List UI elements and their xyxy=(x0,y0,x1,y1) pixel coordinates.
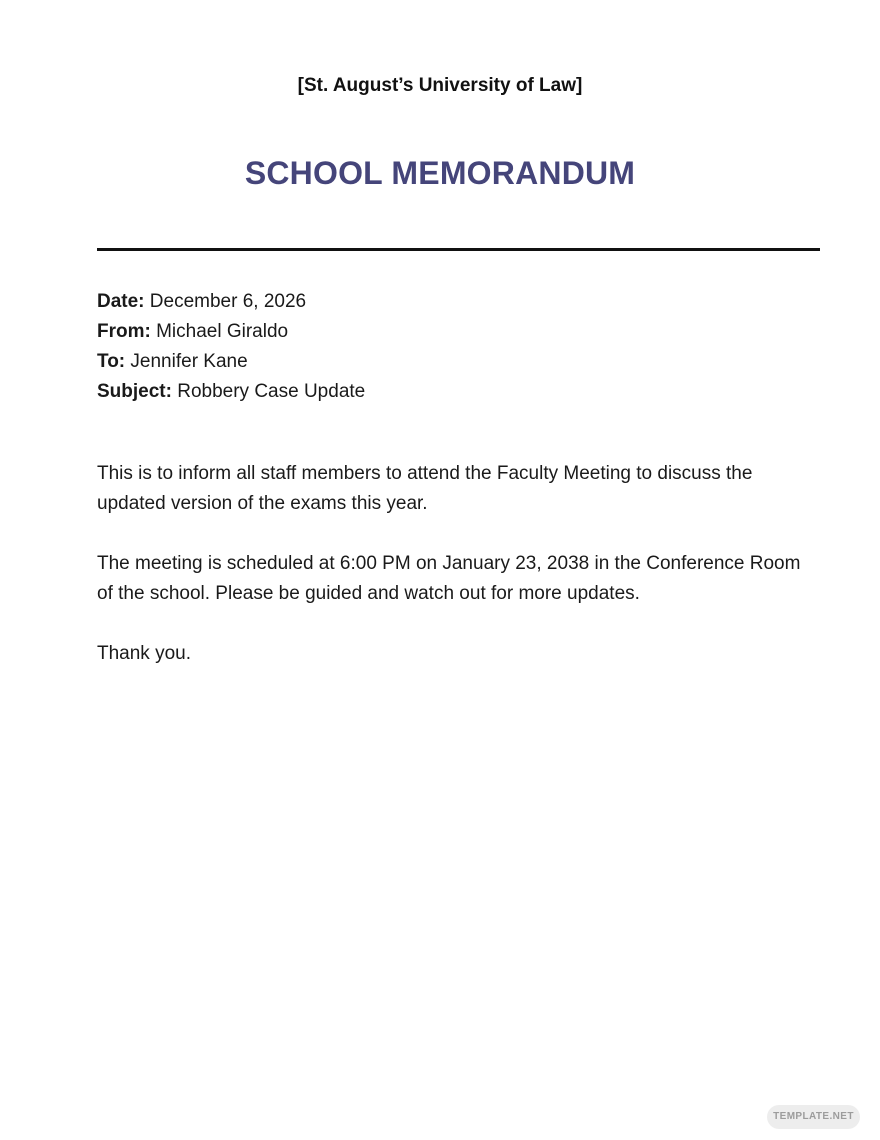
date-field xyxy=(97,287,817,317)
to-field xyxy=(97,347,817,377)
date-value: December 6, 2026 xyxy=(149,291,307,312)
memo-body xyxy=(97,459,812,699)
subject-label: Subject: xyxy=(97,381,172,402)
body-paragraph-1: This is to inform all staff members to attend the Faculty Meeting to discuss the updated version of the exams this year. xyxy=(97,463,753,514)
subject-field xyxy=(97,377,817,407)
date-label: Date: xyxy=(97,291,145,312)
header-divider xyxy=(97,248,820,251)
memo-title: SCHOOL MEMORANDUM xyxy=(244,155,636,191)
to-label: To: xyxy=(97,351,126,372)
from-value: Michael Giraldo xyxy=(156,321,289,342)
template-watermark: TEMPLATE.NET xyxy=(767,1105,860,1129)
to-value: Jennifer Kane xyxy=(130,351,248,372)
subject-value: Robbery Case Update xyxy=(177,381,366,402)
from-label: From: xyxy=(97,321,151,342)
memo-header-fields xyxy=(97,287,817,407)
institution-name: [St. August’s University of Law] xyxy=(297,75,583,96)
closing-line: Thank you. xyxy=(97,643,191,664)
from-field xyxy=(97,317,817,347)
body-paragraph-2: The meeting is scheduled at 6:00 PM on January 23, 2038 in the Conference Room of the school. Please be guided and watch out for more updates. xyxy=(97,553,801,604)
